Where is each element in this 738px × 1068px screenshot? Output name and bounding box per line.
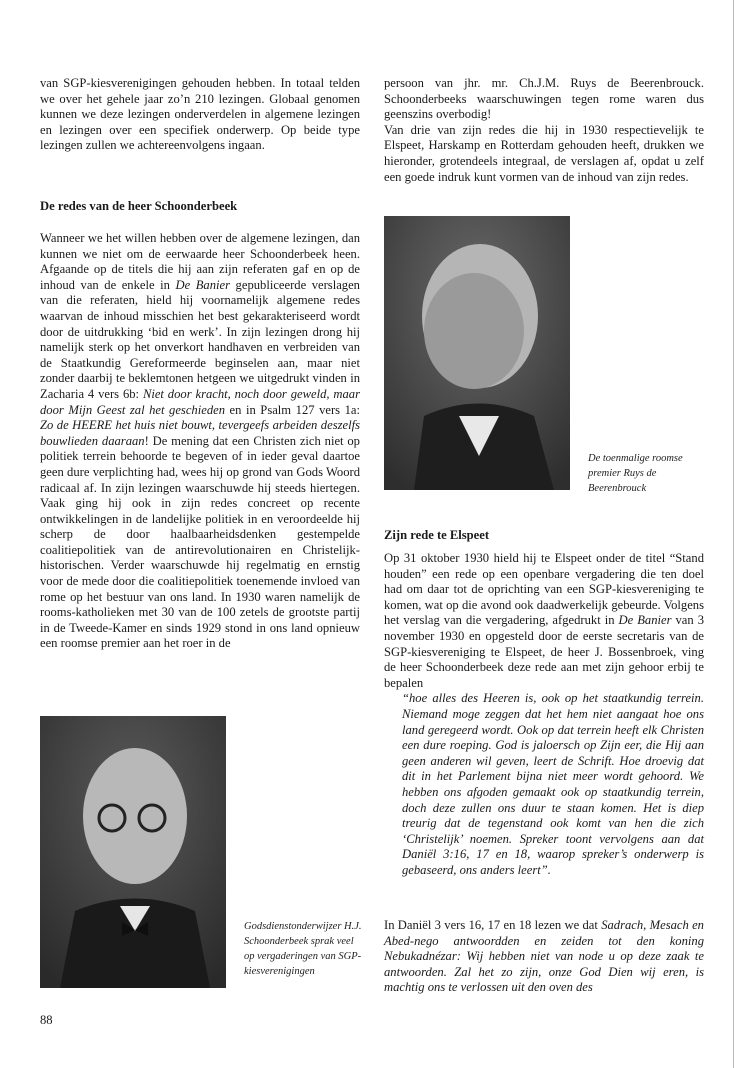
body-text: In Daniël 3 vers 16, 17 en 18 lezen we dat: [384, 918, 602, 932]
portrait-image: [40, 716, 226, 988]
page-edge-divider: [733, 0, 734, 1068]
block-quote: “hoe alles des Heeren is, ook op het staatkundig terrein. Niemand moge zeggen dat het hem niet aangaat hoe ons land geregeerd wordt. Ook op dat terrein heeft elk Christen een dure roeping. God is jaloersch op Zijn eer, die Hij aan geen anderen wil geven, leert de Schrift. Hoe droevig dat dit in het Parlement bijna niet meer wordt gehoord. We hebben ons afgoden gemaakt ook op staatkundig terrein, doch deze zullen ons duur te staan komen. Het is diep treurig dat de tegenstand ook komt van hen die zich ‘Christelijk’ noemen. Spreker toont vervolgens aan dat Daniël 3:16, 17 en 18, waarop spreker’s onderwerp is gebaseerd, ons anders leert”.: [402, 691, 704, 877]
right-intro-paragraph: persoon van jhr. mr. Ch.J.M. Ruys de Beerenbrouck. Schoonderbeeks waarschuwingen tegen rome waren dus geenszins overbodig! Van drie van zijn redes die hij in 1930 respectievelijk te Elspeet, Harskamp en Rotterdam gehouden heeft, drukken we hieronder, grotendeels integraal, de verslagen af, opdat u zelf een goede indruk kunt vormen van de inhoud van zijn redes.: [384, 76, 704, 184]
body-text: Op 31 oktober 1930 hield hij te Elspeet onder de titel “Stand houden” een rede op een openbare vergadering die ten doel had om daar tot de oprichting van een SGP-kiesvereniging te komen, wat op die avond ook daadwerkelijk gebeurde. Volgens het verslag van die vergadering, afgedrukt in: [384, 551, 704, 628]
left-intro-paragraph: van SGP-kiesverenigingen gehouden hebben. In totaal telden we over het gehele jaar zo’n 210 lezingen. Globaal genomen kunnen we deze lezingen onderverdelen in algemene lezingen en lezingen over een specifiek onderwerp. Op beide type lezingen zullen we achtereenvolgens ingaan.: [40, 76, 360, 153]
left-body-paragraph: [40, 231, 360, 652]
section-heading-schoonderbeek: De redes van de heer Schoonderbeek: [40, 199, 238, 213]
section-heading-elspeet: Zijn rede te Elspeet: [384, 528, 490, 542]
body-text: van 3 november 1930 en opgesteld door de eerste secretaris van de SGP-kiesvereniging te Elspeet, de heer J. Bossenbroek, ving de heer Schoonderbeek deze rede aan met zijn gehoor erbij te bepalen: [384, 613, 705, 690]
portrait-photo-ruys: [384, 216, 570, 490]
body-text: Wanneer we het willen hebben over de algemene lezingen, dan kunnen we niet om de eerwaarde heer Schoonderbeek heen. Afgaande op de titels die hij aan zijn referaten gaf en op de inhoud van de enkele in: [40, 231, 360, 292]
photo-caption-ruys: De toenmalige roomse premier Ruys de Beerenbrouck: [588, 453, 683, 494]
portrait-photo-schoonderbeek: [40, 716, 226, 988]
portrait-image: [384, 216, 570, 490]
right-body-paragraph-2: [384, 918, 704, 996]
body-text: gepubliceerde verslagen van die referaten, hield hij voornamelijk algemene redes waarvan de inhoud misschien het best gekarakteriseerd wordt door de uitdrukking ‘bid en werk’. In zijn lezingen drong hij namelijk sterk op het onverkort handhaven en verbreiden van de Staatkundig Gereformeerde beginselen aan, maar niet zonder daarbij te beklemtonen hetgeen we uitgedrukt vinden in Zacharia 4 vers 6b:: [40, 277, 360, 401]
right-body-paragraph: [384, 551, 704, 878]
page-number: 88: [40, 1013, 53, 1027]
body-italic: De Banier: [618, 613, 672, 628]
photo-caption-schoonderbeek: Godsdienstonderwijzer H.J. Schoonderbeek sprak veel op vergaderingen van SGP-kiesverenigingen: [244, 921, 362, 977]
body-italic: Niet door kracht, noch door geweld, maar door Mijn Geest zal het geschieden: [40, 386, 360, 417]
body-italic: Zo de HEERE het huis niet bouwt, tevergeefs arbeiden deszelfs bouwlieden daaraan: [40, 418, 360, 448]
body-text: ! De mening dat een Christen zich niet op politiek terrein behoorde te begeven of in ieder geval daartoe geen dure verplichting had, wees hij op grond van Gods Woord radicaal af. In zijn lezingen waarschuwde hij steeds hiertegen. Vaak ging hij ook in zijn redes concreet op recente ontwikkelingen in de landelijke politiek in en veroordeelde hij scherp de door haalbaarheidsdenken gestempelde coalitiepolitiek van de antirevolutionairen en Christelijk-historischen. Verder waarschuwde hij regelmatig en ernstig voor de mede door die coalitiepolitiek toenemende invloed van rome op het bestuur van ons land. In 1930 waren namelijk de rooms-katholieken met 30 van de 100 zetels de grootste partij in de Tweede-Kamer en sinds 1929 stond in ons land opnieuw een roomse premier aan het roer in de: [40, 433, 360, 651]
body-italic: Sadrach, Mesach en Abed-nego antwoordden en zeiden tot den koning Nebukadnézar: Wij hebben niet van node u op deze zaak te antwoorden. Zal het zo zijn, onze God Dien wij eren, is machtig ons te verlossen uit den oven des: [384, 918, 704, 995]
body-text: en in Psalm 127 vers 1a:: [225, 402, 360, 417]
body-italic: De Banier: [175, 277, 230, 292]
